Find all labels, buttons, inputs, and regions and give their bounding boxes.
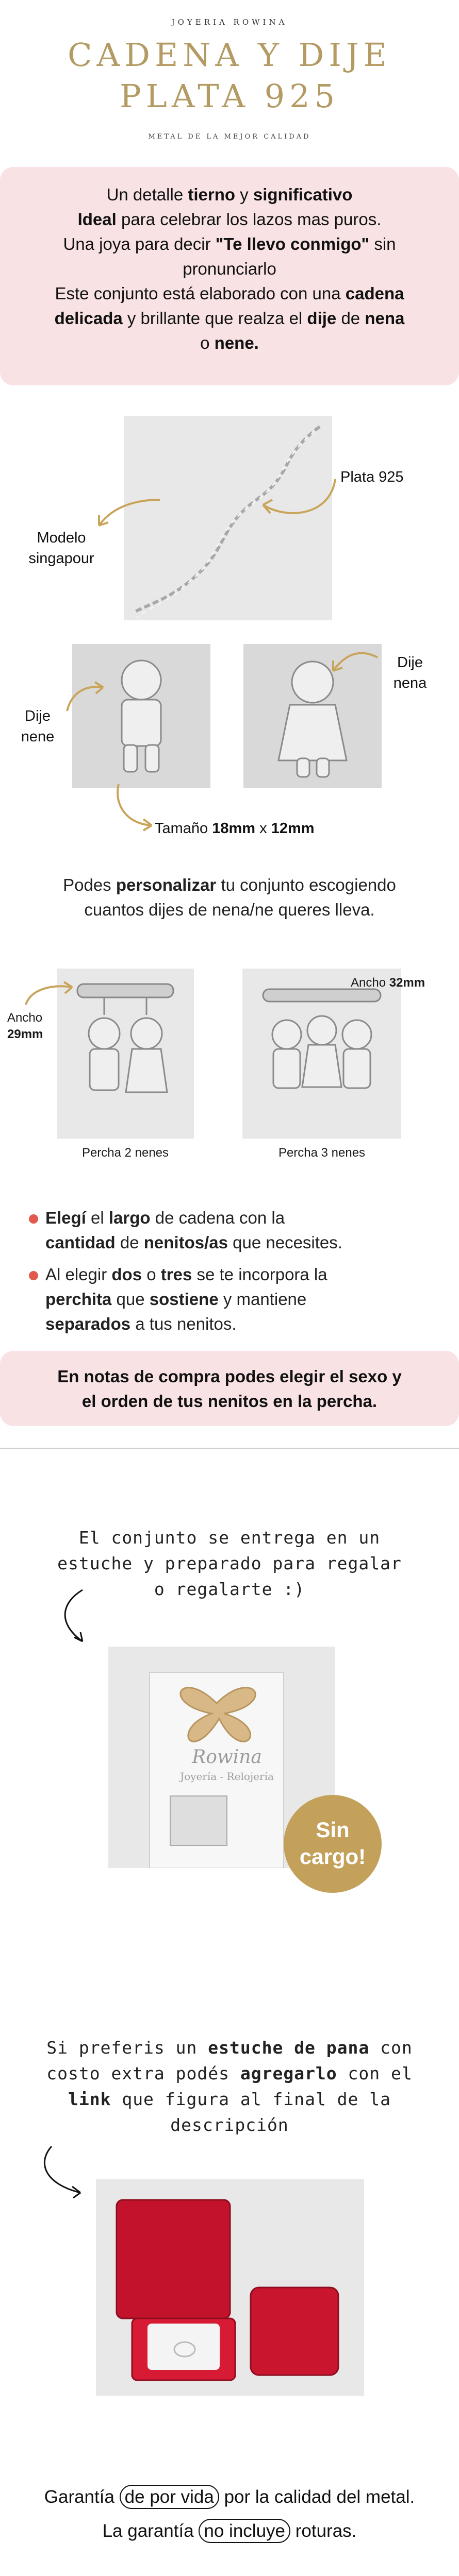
brand-name: JOYERIA ROWINA <box>171 18 288 27</box>
dije-nena-label: Dije nena <box>393 654 427 691</box>
bag-subtitle: Joyería - Relojería <box>180 1770 274 1783</box>
dije-size: Tamaño 18mm x 12mm <box>155 820 315 837</box>
bullet-dot <box>29 1271 38 1280</box>
arrow-percha-2 <box>21 979 77 1010</box>
percha-3-width: Ancho 32mm <box>351 976 425 990</box>
percha-2-caption: Percha 2 nenes <box>81 1146 169 1160</box>
subtitle: METAL DE LA MEJOR CALIDAD <box>148 133 311 141</box>
arrow-left <box>93 495 165 536</box>
percha-2-width: Ancho 29mm <box>7 1011 43 1041</box>
dije-nene-label: Dije nene <box>21 708 55 745</box>
velvet-case-photo <box>96 2179 364 2396</box>
divider <box>0 1448 459 1449</box>
personalize-text: Podes personalizar tu conjunto escogiendo cuantos dijes de nena/ne queres lleva. <box>63 875 396 919</box>
circled-no-incluye: no incluye <box>199 2519 290 2543</box>
arrow-right <box>258 469 346 531</box>
guarantee-text: Garantía de por vida por la calidad del metal. La garantía no incluye roturas. <box>0 2480 459 2548</box>
estuche-text: Si preferis un estuche de pana con costo extra podés agregarlo con el link que figura al final de la descripción <box>46 2038 413 2135</box>
arrow-size <box>108 781 160 833</box>
chain-label-right: Plata 925 <box>340 469 404 485</box>
circled-por-vida: de por vida <box>120 2485 219 2509</box>
packaging-text: El conjunto se entrega en un estuche y preparado para regalar o regalarte :) <box>57 1528 402 1599</box>
bag-brand: Rowina <box>192 1747 262 1768</box>
arrow-nene <box>57 680 108 716</box>
bullet-percha: Al elegir dos o tres se te incorpora la perchita que sostiene y mantiene separados a tus nenitos. <box>29 1262 421 1336</box>
arrow-estuche <box>31 2143 93 2200</box>
bullet-dot <box>29 1214 38 1224</box>
arrow-packaging <box>52 1587 113 1649</box>
free-badge: Sin cargo! <box>284 1795 382 1893</box>
chain-label-left: Modelo singapour <box>28 530 94 567</box>
dije-nene-photo <box>72 644 210 788</box>
arrow-nena <box>326 647 383 683</box>
bullet-largo: Elegí el largo de cadena con la cantidad de nenitos/as que necesites. <box>29 1206 421 1255</box>
percha-3-photo <box>242 969 401 1139</box>
percha-3-caption: Percha 3 nenes <box>278 1146 366 1160</box>
title-line-1: CADENA Y DIJE <box>68 36 391 74</box>
title-line-2: PLATA 925 <box>119 77 340 115</box>
intro-text: Un detalle tierno y significativo Ideal para celebrar los lazos mas puros. Una joya para decir "Te llevo conmigo" sin pronunciarlo Este conjunto está elaborado con una cadena delicada y brillante que realza el dije de nena o nene. <box>54 185 405 352</box>
bullet-list <box>29 1206 421 1336</box>
notes-text: En notas de compra podes elegir el sexo y el orden de tus nenitos en la percha. <box>57 1367 402 1411</box>
